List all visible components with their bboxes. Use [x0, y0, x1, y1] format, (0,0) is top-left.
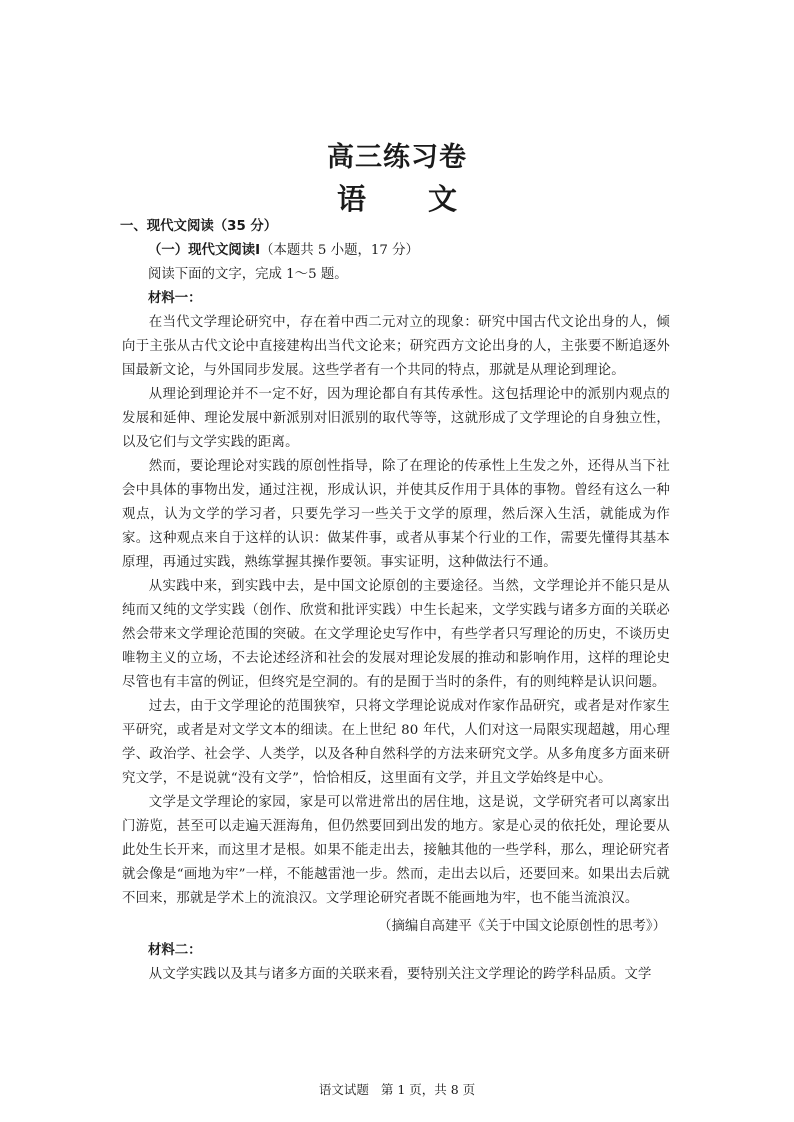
material1-paragraph: 从理论到理论并不一定不好，因为理论都自有其传承性。这包括理论中的派别内观点的发展和延伸、理论发展中新派别对旧派别的取代等等，这就形成了文学理论的自身独立性，以及它们与文学实践的距离。 [122, 387, 670, 450]
material1-paragraph: 从实践中来，到实践中去，是中国文论原创的主要途径。当然，文学理论并不能只是从纯而又纯的文学实践（创作、欣赏和批评实践）中生长起来，文学实践与诸多方面的关联必然会带来文学理论范围的突破。在文学理论史写作中，有些学者只写理论的历史，不谈历史唯物主义的立场，不去论述经济和社会的发展对理论发展的推动和影响作用，这样的理论史尽管也有丰富的例证，但终究是空洞的。有的是囿于当时的条件，有的则纯粹是认识问题。 [122, 579, 670, 690]
exam-subject: 语 文 [336, 182, 484, 216]
material1-paragraph: 过去，由于文学理论的范围狭窄，只将文学理论说成对作家作品研究，或者是对作家生平研究，或者是对文学文本的细读。在上世纪 80 年代，人们对这一局限实现超越，用心理学、政治学、社会学、人类学，以及各种自然科学的方法来研究文学。从多角度多方面来研究文学，不是说就“没有文学”，恰恰相反，这里面有文学，并且文学始终是中心。 [122, 699, 670, 786]
material1-paragraph: 然而，要论理论对实践的原创性指导，除了在理论的传承性上生发之外，还得从当下社会中具体的事物出发，通过注视，形成认识，并使其反作用于具体的事物。曾经有这么一种观点，认为文学的学习者，只要先学习一些关于文学的原理，然后深入生活，就能成为作家。这种观点来自于这样的认识：做某件事，或者从事某个行业的工作，需要先懂得其基本原理，再通过实践，熟练掌握其操作要领。事实证明，这种做法行不通。 [122, 459, 670, 570]
subsection-title: （一）现代文阅读Ⅰ [148, 243, 261, 258]
section-heading: 一、现代文阅读（35 分） [120, 219, 278, 234]
footer-page-number: 第 1 页，共 8 页 [380, 1082, 476, 1097]
subsection-note: （本题共 5 小题，17 分） [260, 243, 419, 258]
page-footer [0, 1080, 794, 1100]
material2-paragraph: 从文学实践以及其与诸多方面的关联来看，要特别关注文学理论的跨学科品质。文学 [148, 967, 652, 982]
subsection-heading [148, 239, 670, 263]
reading-instruction: 阅读下面的文字，完成 1～5 题。 [148, 267, 348, 282]
material2-label: 材料二： [148, 943, 202, 958]
material1-label: 材料一： [148, 291, 202, 306]
footer-subject: 语文试题 [318, 1082, 369, 1097]
exam-title: 高三练习卷 [327, 142, 467, 173]
material1-paragraph: 在当代文学理论研究中，存在着中西二元对立的现象：研究中国古代文论出身的人，倾向于主张从古代文论中直接建构出当代文论来；研究西方文论出身的人，主张要不断追逐外国最新文论，与外国同步发展。这些学者有一个共同的特点，那就是从理论到理论。 [122, 315, 670, 378]
exam-content [122, 215, 670, 987]
material1-source: （摘编自高建平《关于中国文论原创性的思考》） [378, 919, 666, 934]
material1-paragraph: 文学是文学理论的家园，家是可以常进常出的居住地，这是说，文学研究者可以离家出门游览，甚至可以走遍天涯海角，但仍然要回到出发的地方。家是心灵的依托处，理论要从此处生长开来，而这里才是根。如果不能走出去，接触其他的一些学科，那么，理论研究者就会像是“画地为牢”一样，不能越雷池一步。然而，走出去以后，还要回来。如果出去后就不回来，那就是学术上的流浪汉。文学理论研究者既不能画地为牢，也不能当流浪汉。 [122, 795, 670, 906]
